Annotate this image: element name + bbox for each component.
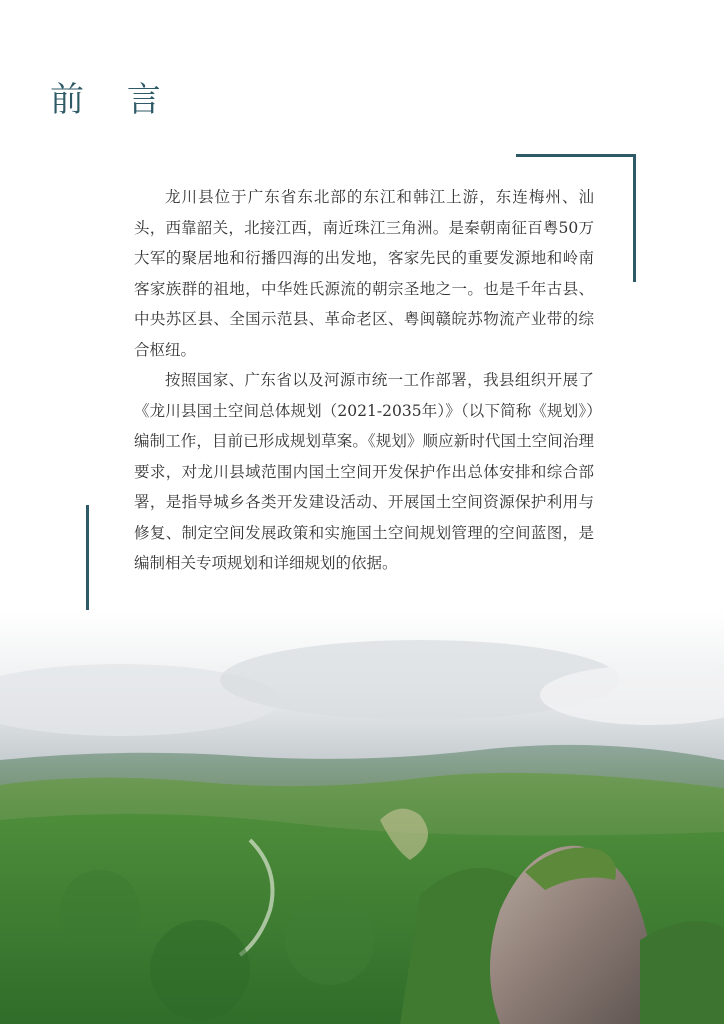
preface-body (134, 182, 594, 579)
paragraph-2: 按照国家、广东省以及河源市统一工作部署，我县组织开展了《龙川县国土空间总体规划（2021-2035年）》（以下简称《规划》）编制工作，目前已形成规划草案。《规划》顺应新时代国土空间治理要求，对龙川县域范围内国土空间开发保护作出总体安排和综合部署，是指导城乡各类开发建设活动、开展国土空间资源保护利用与修复、制定空间发展政策和实施国土空间规划管理的空间蓝图，是编制相关专项规划和详细规划的依据。 (134, 371, 594, 572)
landscape-photo (0, 610, 724, 1024)
page-title: 前 言 (50, 80, 177, 120)
paragraph-1: 龙川县位于广东省东北部的东江和韩江上游，东连梅州、汕头，西靠韶关，北接江西，南近珠江三角洲。是秦朝南征百粤50万大军的聚居地和衍播四海的出发地，客家先民的重要发源地和岭南客家族群的祖地，中华姓氏源流的朝宗圣地之一。也是千年古县、中央苏区县、全国示范县、革命老区、粤闽赣皖苏物流产业带的综合枢纽。 (134, 188, 594, 359)
